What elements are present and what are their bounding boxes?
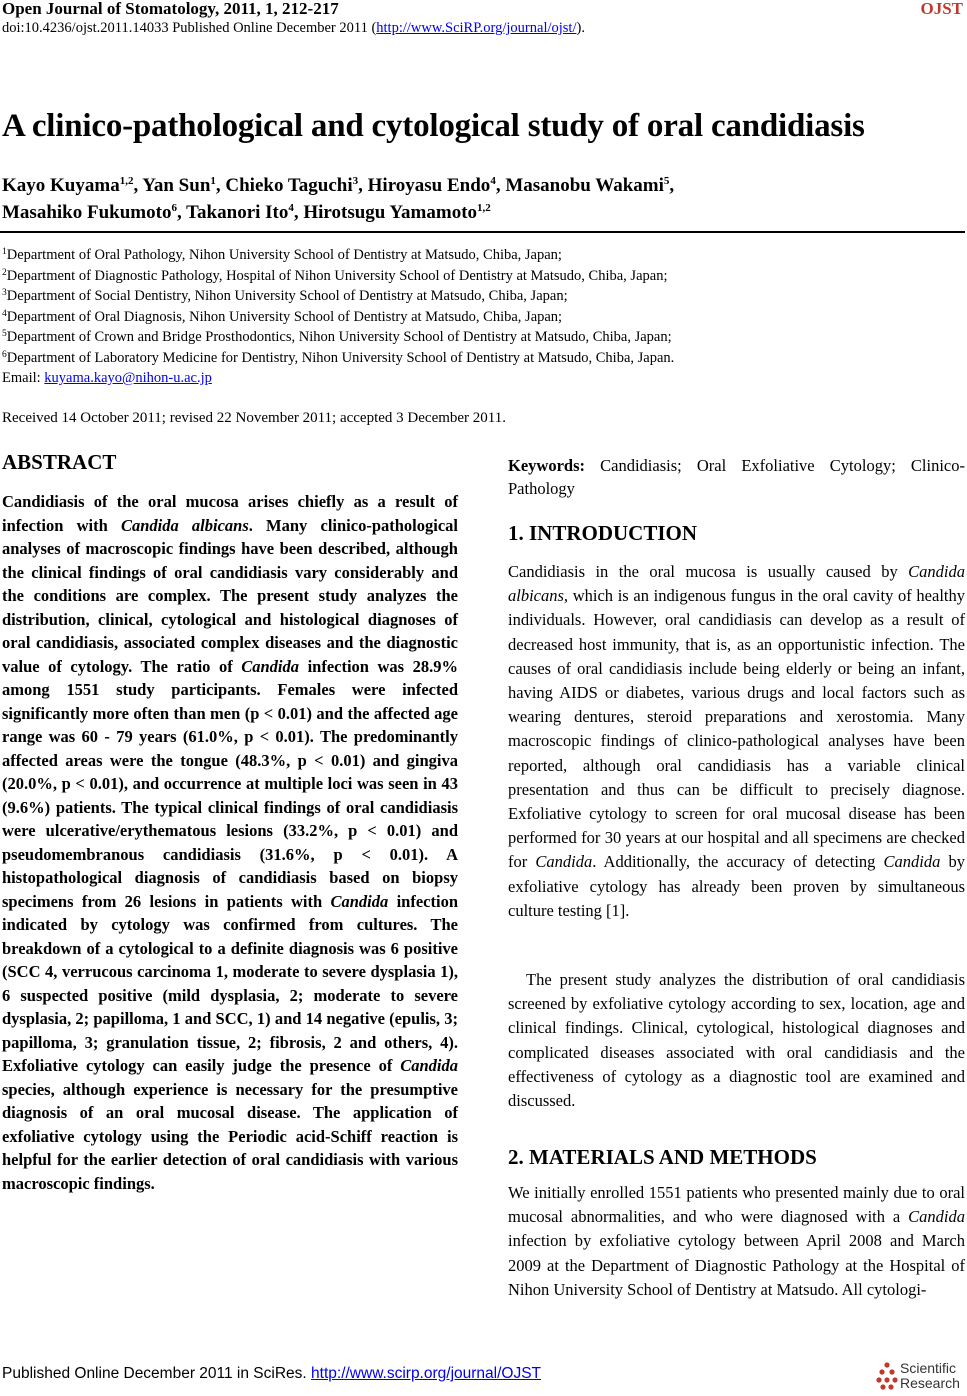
- author-affiliation-mark: 4: [288, 202, 294, 214]
- author-name: Masanobu Wakami: [505, 175, 664, 196]
- affiliation-number: 4: [2, 308, 7, 319]
- author-affiliation-mark: 3: [352, 175, 359, 187]
- affiliation: [2, 266, 674, 287]
- abstract-text: infection indicated by cytology was confirmed from cultures. The breakdown of a cytological to a definite diagnosis was 6 positive (SCC 4, verrucous carcinoma 1, moderate to severe dysplasia 1), 6 suspected positive (mild dysplasia, 2; moderate to severe dysplasia, 2; papilloma, 1 and SCC, 1) and 14 negative (epulis, 3; papilloma, 3; granulation tissue, 2; fibrosis, 2 and others, 4). Exfoliative cytology can easily judge the presence of: [2, 891, 458, 1075]
- header-divider: [0, 231, 965, 233]
- body-text: by exfoliative cytology has already been proven by simultaneous culture testing [1].: [508, 852, 966, 920]
- affiliation-text: Department of Oral Pathology, Nihon University School of Dentistry at Matsudo, Chiba, Japan;: [6, 247, 562, 263]
- methods-paragraph: [508, 1181, 965, 1302]
- journal-name: Open Journal of Stomatology, 2011, 1, 212-217: [2, 0, 339, 18]
- abstract-heading: ABSTRACT: [2, 450, 117, 474]
- keywords-text: Candidiasis; Oral Exfoliative Cytology; Clinico-Pathology: [508, 456, 965, 498]
- body-text: . Additionally, the accuracy of detecting: [592, 852, 884, 872]
- affiliation-number: 3: [2, 288, 7, 298]
- email-line: [2, 368, 674, 389]
- logo-line-1: Scientific: [900, 1360, 957, 1376]
- journal-abbreviation: OJST: [920, 0, 963, 18]
- scientific-research-logo: [876, 1361, 966, 1394]
- intro-paragraph-2: The present study analyzes the distribution of oral candidiasis screened by exfoliative cytology according to sex, location, age and clinical findings. Clinical, cytological, histological diagnoses and complicated diseases associated with oral candidiasis and the effectiveness of cytology as a diagnostic tool are examined and discussed.: [508, 970, 965, 1111]
- author-separator: ,: [215, 175, 226, 196]
- affiliation: [2, 348, 674, 369]
- author-affiliation-mark: 1,2: [119, 175, 134, 187]
- author-affiliation-mark: 5: [663, 175, 670, 187]
- author-separator: ,: [133, 175, 143, 196]
- abstract-italic: Candida: [330, 891, 389, 911]
- abstract-italic: Candida albicans: [120, 515, 249, 535]
- affiliation-number: 2: [2, 267, 7, 278]
- author-name: Hirotsugu Yamamoto: [303, 202, 478, 223]
- author-name: Kayo Kuyama: [2, 175, 120, 196]
- abstract-italic: Candida: [400, 1056, 458, 1075]
- affiliation-text: Department of Social Dentistry, Nihon University School of Dentistry at Matsudo, Chiba, Japan;: [6, 288, 568, 304]
- logo-text: [900, 1361, 960, 1391]
- body-text: , which is an indigenous fungus in the oral cavity of healthy individuals. However, oral candidiasis can develop as a result of decreased host immunity, that is, as an opportunistic infection. The causes of oral candidiasis include being elderly or being an infant, having AIDS or diabetes, various drugs and local factors such as wearing dentures, steroid preparations and xerostomia. Many macroscopic findings of clinico-pathological analyses have been reported, although oral candidiasis has a variable clinical presentation and thus can be difficult to precisely diagnose. Exfoliative cytology to screen for oral mucosal disease has been performed for 30 years at our hospital and all specimens are checked for: [508, 586, 965, 872]
- publisher-logo-icon: [876, 1361, 898, 1391]
- abstract-text: infection was 28.9% among 1551 study participants. Females were infected significantly more often than men (p < 0.01) and the affected age range was 60 - 79 years (61.0%, p < 0.01). The predominantly affected areas were the tongue (48.3%, p < 0.01) and gingiva (20.0%, p < 0.01), and occurrence at multiple loci was seen in 43 (9.6%) patients. The typical clinical findings of oral candidiasis were ulcerative/erythematous lesions (33.2%, p < 0.01) and pseudomembranous candidiasis (31.6%, p < 0.01). A histopathological diagnosis of candidiasis based on biopsy specimens from 26 lesions in patients with: [2, 656, 458, 911]
- doi-text: doi:10.4236/ojst.2011.14033 Published Online December 2011 (: [2, 20, 377, 36]
- author-affiliation-mark: 1: [210, 175, 216, 187]
- intro-paragraph-1: [508, 560, 965, 923]
- abstract-italic: Candida: [241, 656, 300, 676]
- body-italic: Candida albicans: [508, 562, 965, 606]
- doi-line: [2, 20, 585, 37]
- journal-url-link[interactable]: http://www.SciRP.org/journal/ojst/: [376, 20, 577, 36]
- body-italic: Candida: [535, 852, 593, 872]
- email-link[interactable]: kuyama.kayo@nihon-u.ac.jp: [44, 370, 212, 386]
- author-name: Takanori Ito: [186, 202, 289, 223]
- author-separator: ,: [495, 175, 506, 196]
- affiliation-text: Department of Diagnostic Pathology, Hospital of Nihon University School of Dentistry at Matsudo, Chiba, Japan;: [6, 267, 668, 284]
- doi-suffix: ).: [576, 20, 585, 36]
- intro-heading: 1. INTRODUCTION: [508, 521, 698, 545]
- keywords-label: Keywords:: [508, 456, 585, 475]
- affiliation-number: 6: [2, 349, 7, 360]
- affiliation-text: Department of Laboratory Medicine for Dentistry, Nihon University School of Dentistry at Matsudo, Chiba, Japan.: [6, 349, 675, 366]
- abstract-text: . Many clinico-pathological analyses of macroscopic findings have been described, although the clinical findings of oral candidiasis vary considerably and the conditions are complex. The present study analyzes the distribution, clinical, cytological and histological diagnoses of oral candidiasis, associated complex diseases and the diagnostic value of cytology. The ratio of: [2, 515, 458, 676]
- author-separator: ,: [669, 175, 675, 196]
- author-name: Masahiko Fukumoto: [2, 202, 172, 223]
- footer-journal-link[interactable]: http://www.scirp.org/journal/OJST: [311, 1365, 542, 1382]
- abstract-body: [2, 490, 458, 1195]
- keywords: [508, 454, 965, 500]
- footer-text: Published Online December 2011 in SciRes.: [2, 1365, 312, 1382]
- methods-heading: 2. MATERIALS AND METHODS: [508, 1145, 817, 1169]
- received-dates: Received 14 October 2011; revised 22 November 2011; accepted 3 December 2011.: [2, 410, 506, 426]
- affiliation-list: [2, 245, 674, 389]
- author-name: Hiroyasu Endo: [367, 175, 491, 196]
- author-separator: ,: [293, 202, 304, 223]
- body-text: infection by exfoliative cytology between April 2008 and March 2009 at the Department of Diagnostic Pathology at the Hospital of Nihon University School of Dentistry at Matsudo. All cytologi-: [508, 1231, 965, 1299]
- author-affiliation-mark: 1,2: [477, 202, 491, 214]
- author-name: Chieko Taguchi: [225, 175, 353, 196]
- affiliation-number: 1: [2, 247, 7, 257]
- logo-line-2: Research: [900, 1375, 960, 1391]
- author-name: Yan Sun: [142, 175, 211, 196]
- author-affiliation-mark: 6: [171, 202, 177, 214]
- affiliation-text: Department of Oral Diagnosis, Nihon University School of Dentistry at Matsudo, Chiba, Japan;: [6, 308, 563, 325]
- author-affiliation-mark: 4: [490, 175, 496, 187]
- paper-title: A clinico-pathological and cytological study of oral candidiasis: [2, 108, 865, 144]
- affiliation-number: 5: [2, 329, 7, 339]
- abstract-text: species, although experience is necessary for the presumptive diagnosis of an oral mucosal disease. The application of exfoliative cytology using the Periodic acid-Schiff reaction is helpful for the earlier detection of oral candidiasis with various macroscopic findings.: [2, 1079, 458, 1193]
- affiliation: [2, 307, 674, 328]
- affiliation: [2, 245, 674, 266]
- body-text: We initially enrolled 1551 patients who presented mainly due to oral mucosal abnormalities, and who were diagnosed with a: [508, 1183, 965, 1227]
- affiliation-text: Department of Crown and Bridge Prosthodontics, Nihon University School of Dentistry at Matsudo, Chiba, Japan;: [6, 329, 672, 345]
- author-list: [2, 172, 674, 226]
- affiliation: [2, 286, 674, 307]
- body-text: Candidiasis in the oral mucosa is usually caused by: [508, 562, 909, 581]
- footer-line: [2, 1365, 541, 1383]
- author-separator: ,: [358, 175, 368, 196]
- author-separator: ,: [176, 202, 187, 223]
- affiliation: [2, 327, 674, 348]
- email-label: Email:: [2, 370, 45, 386]
- body-italic: Candida: [883, 852, 941, 872]
- abstract-text: Candidiasis of the oral mucosa arises chiefly as a result of infection with: [2, 492, 458, 535]
- body-italic: Candida: [908, 1207, 965, 1227]
